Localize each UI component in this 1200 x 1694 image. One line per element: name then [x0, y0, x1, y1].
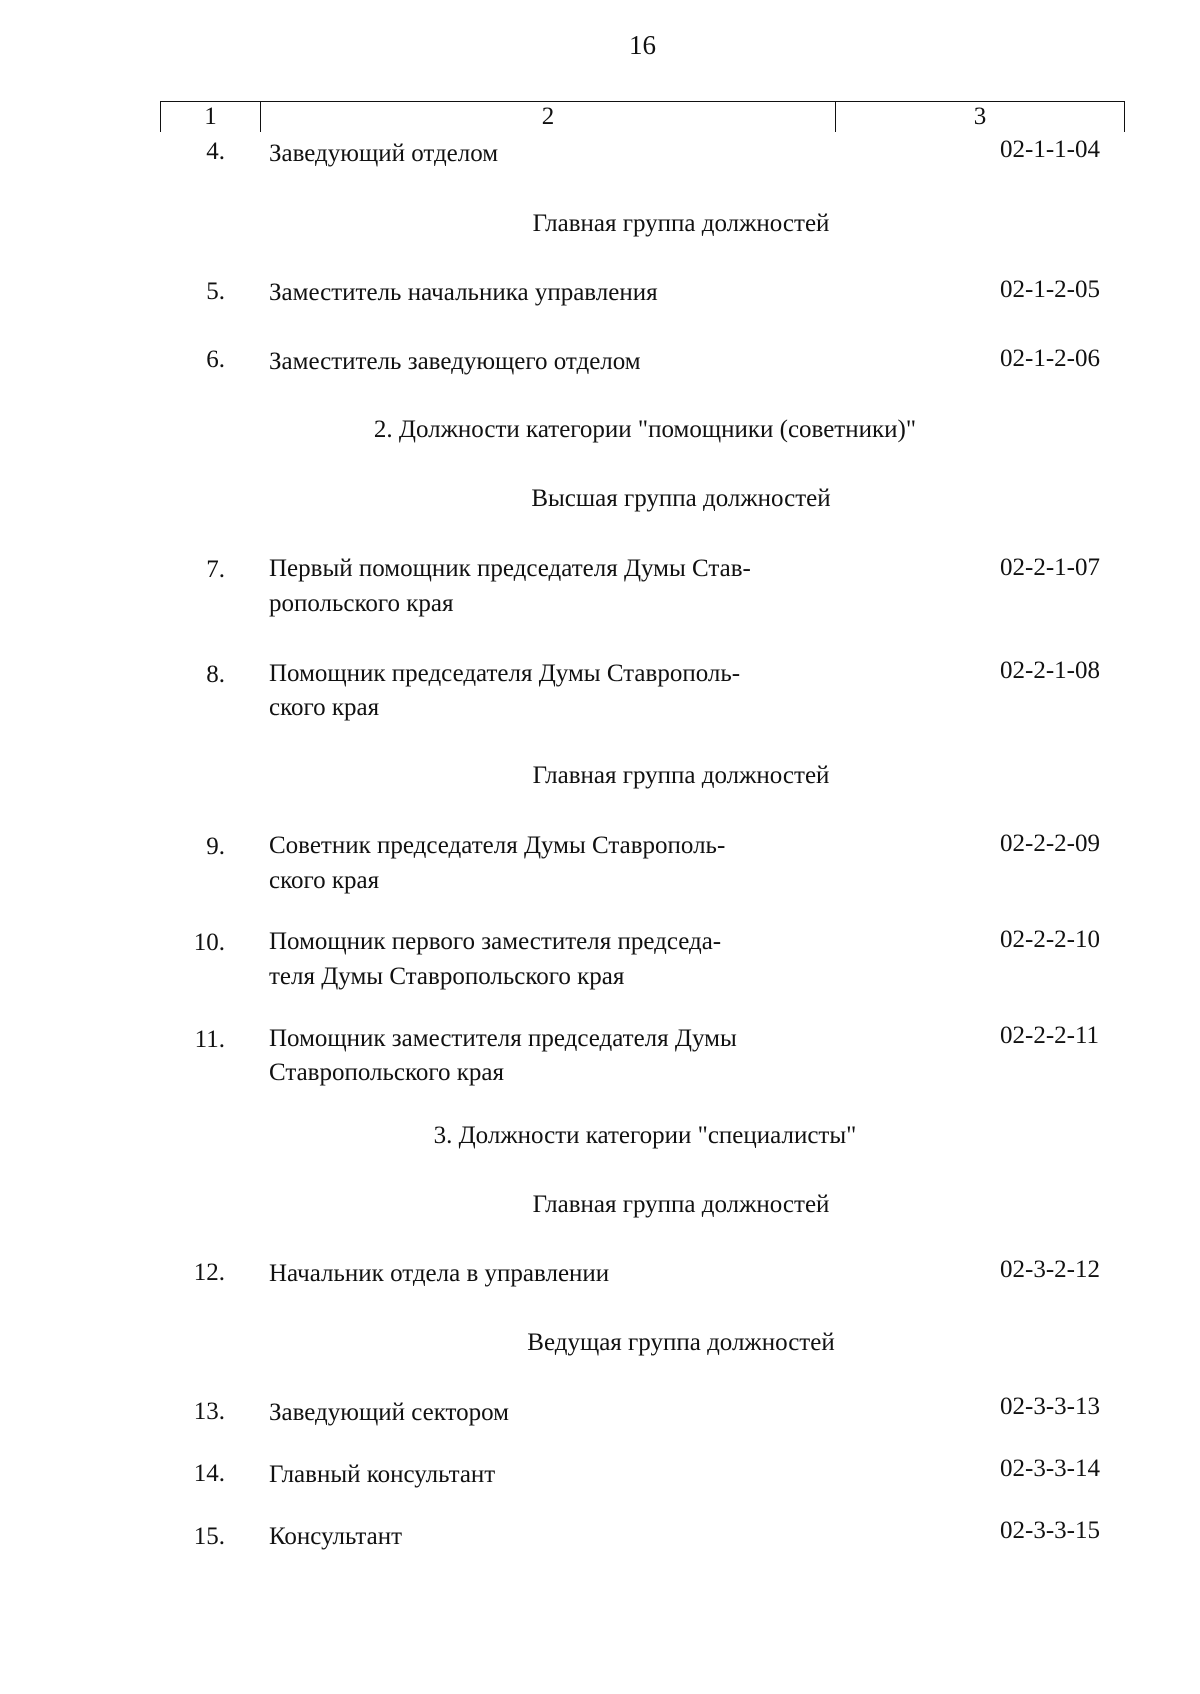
item-code: 02-2-2-10: [1000, 926, 1100, 953]
item-code: 02-3-3-15: [1000, 1517, 1100, 1544]
item-title: Советник председателя Думы Ставрополь-: [269, 832, 726, 859]
item-title: Помощник первого заместителя председа-: [269, 928, 722, 955]
item-number: 9.: [206, 833, 225, 860]
item-number: 7.: [206, 556, 225, 583]
item-title: Начальник отдела в управлении: [269, 1260, 610, 1287]
item-number: 5.: [206, 278, 225, 305]
item-title: Первый помощник председателя Думы Став-: [269, 555, 751, 582]
item-title: Заместитель заведующего отделом: [269, 348, 641, 375]
header-col-2: 2: [260, 102, 835, 132]
item-code: 02-3-3-14: [1000, 1455, 1100, 1482]
item-code: 02-1-1-04: [1000, 136, 1100, 163]
item-title: Главный консультант: [269, 1461, 496, 1488]
group-heading: Главная группа должностей: [532, 762, 830, 789]
page-number: 16: [629, 30, 656, 60]
item-title-continued: теля Думы Ставропольского края: [269, 963, 625, 990]
item-number: 10.: [193, 929, 225, 956]
item-title-continued: ского края: [269, 867, 380, 894]
item-code: 02-1-2-06: [1000, 345, 1100, 372]
item-title: Заведующий отделом: [269, 140, 499, 167]
header-col-1: 1: [204, 103, 217, 130]
item-title: Консультант: [269, 1523, 403, 1550]
item-number: 14.: [193, 1460, 225, 1487]
item-number: 13.: [193, 1398, 225, 1425]
item-title-continued: ского края: [269, 694, 380, 721]
group-heading: Главная группа должностей: [532, 210, 830, 237]
group-heading: Высшая группа должностей: [531, 485, 831, 512]
item-code: 02-1-2-05: [1000, 276, 1100, 303]
item-number: 12.: [193, 1259, 225, 1286]
group-heading: Ведущая группа должностей: [527, 1329, 835, 1356]
item-title: Заведующий сектором: [269, 1399, 509, 1426]
item-title: Заместитель начальника управления: [269, 279, 658, 306]
item-title-continued: Ставропольского края: [269, 1059, 504, 1086]
item-code: 02-2-2-11: [1000, 1022, 1100, 1049]
item-code: 02-2-1-07: [1000, 554, 1100, 581]
item-number: 8.: [206, 661, 225, 688]
item-number: 11.: [194, 1026, 225, 1053]
item-code: 02-2-1-08: [1000, 657, 1100, 684]
table-header: [160, 101, 1125, 132]
item-number: 6.: [206, 346, 225, 373]
item-code: 02-3-2-12: [1000, 1256, 1100, 1283]
item-code: 02-3-3-13: [1000, 1393, 1100, 1420]
group-heading: Главная группа должностей: [532, 1191, 830, 1218]
header-col-3: 3: [835, 102, 1124, 132]
section-heading: 2. Должности категории "помощники (советники)": [373, 416, 917, 443]
item-number: 4.: [206, 138, 225, 165]
item-title-continued: ропольского края: [269, 590, 454, 617]
item-title: Помощник председателя Думы Ставрополь-: [269, 660, 741, 687]
item-title: Помощник заместителя председателя Думы: [269, 1025, 737, 1052]
item-number: 15.: [193, 1523, 225, 1550]
section-heading: 3. Должности категории "специалисты": [433, 1122, 857, 1149]
item-code: 02-2-2-09: [1000, 830, 1100, 857]
